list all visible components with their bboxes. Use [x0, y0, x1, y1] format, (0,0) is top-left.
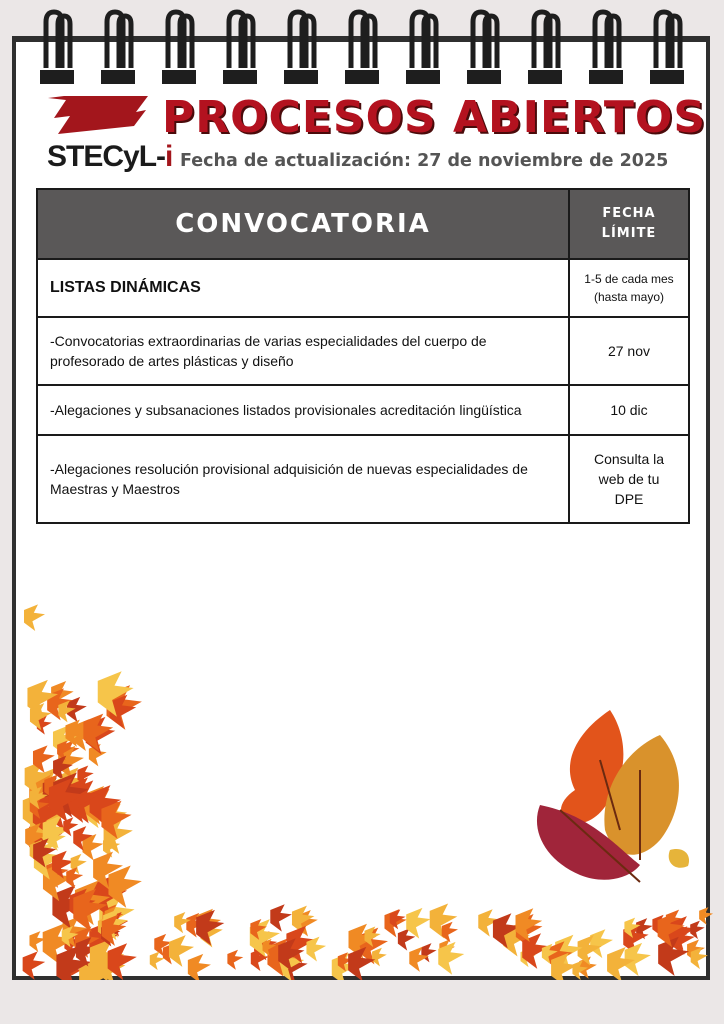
row-date: 1-5 de cada mes (hasta mayo): [569, 259, 689, 317]
spiral-ring-base: [589, 70, 623, 84]
spiral-ring-base: [40, 70, 74, 84]
table-row: [37, 317, 689, 385]
header-convocatoria: CONVOCATORIA: [37, 189, 569, 259]
leaf-icon: [406, 908, 430, 939]
leaf-icon: [348, 947, 375, 980]
spiral-ring-base: [223, 70, 257, 84]
row-desc: -Alegaciones resolución provisional adquisición de nuevas especialidades de Maestras y Maestros: [37, 435, 569, 523]
leaf-icon: [108, 943, 137, 980]
spiral-ring-base: [101, 70, 135, 84]
autumn-leaves-icon: [0, 600, 724, 980]
leaf-icon: [24, 604, 45, 631]
leaf-icon: [699, 907, 713, 925]
leaf-icon: [23, 951, 46, 980]
spiral-ring-base: [406, 70, 440, 84]
leaf-icon: [442, 922, 458, 943]
row-desc: -Convocatorias extraordinarias de varias especialidades del cuerpo de profesorado de artes plásticas y diseño: [37, 317, 569, 385]
table-row: [37, 259, 689, 317]
row-date: 27 nov: [569, 317, 689, 385]
leaf-icon: [270, 904, 292, 931]
leaf-icon: [421, 943, 436, 962]
table-row: [37, 435, 689, 523]
row-date: Consulta la web de tu DPE: [569, 435, 689, 523]
leaf-icon: [188, 954, 211, 980]
leaf-icon: [372, 948, 387, 967]
leaf-icon: [690, 921, 705, 939]
processes-table: [36, 188, 690, 524]
spiral-ring-base: [650, 70, 684, 84]
row-date: 10 dic: [569, 385, 689, 435]
spiral-ring-base: [284, 70, 318, 84]
row-desc: -Alegaciones y subsanaciones listados provisionales acreditación lingüística: [37, 385, 569, 435]
spiral-ring-base: [162, 70, 196, 84]
logo-text: STECyL-i: [47, 140, 173, 173]
table-row: [37, 385, 689, 435]
spiral-ring-base: [528, 70, 562, 84]
leaf-icon: [658, 937, 689, 976]
update-date: Fecha de actualización: 27 de noviembre de 2025: [180, 151, 669, 171]
spiral-rings: [0, 8, 724, 88]
spiral-ring-base: [467, 70, 501, 84]
spiral-ring-base: [345, 70, 379, 84]
leaf-icon: [227, 950, 243, 970]
header-fecha-limite: FECHA LÍMITE: [569, 189, 689, 259]
page-title: PROCESOS ABIERTOS: [162, 92, 707, 143]
row-desc: LISTAS DINÁMICAS: [37, 259, 569, 317]
table-header-row: [37, 189, 689, 259]
large-leaves: [537, 710, 689, 882]
